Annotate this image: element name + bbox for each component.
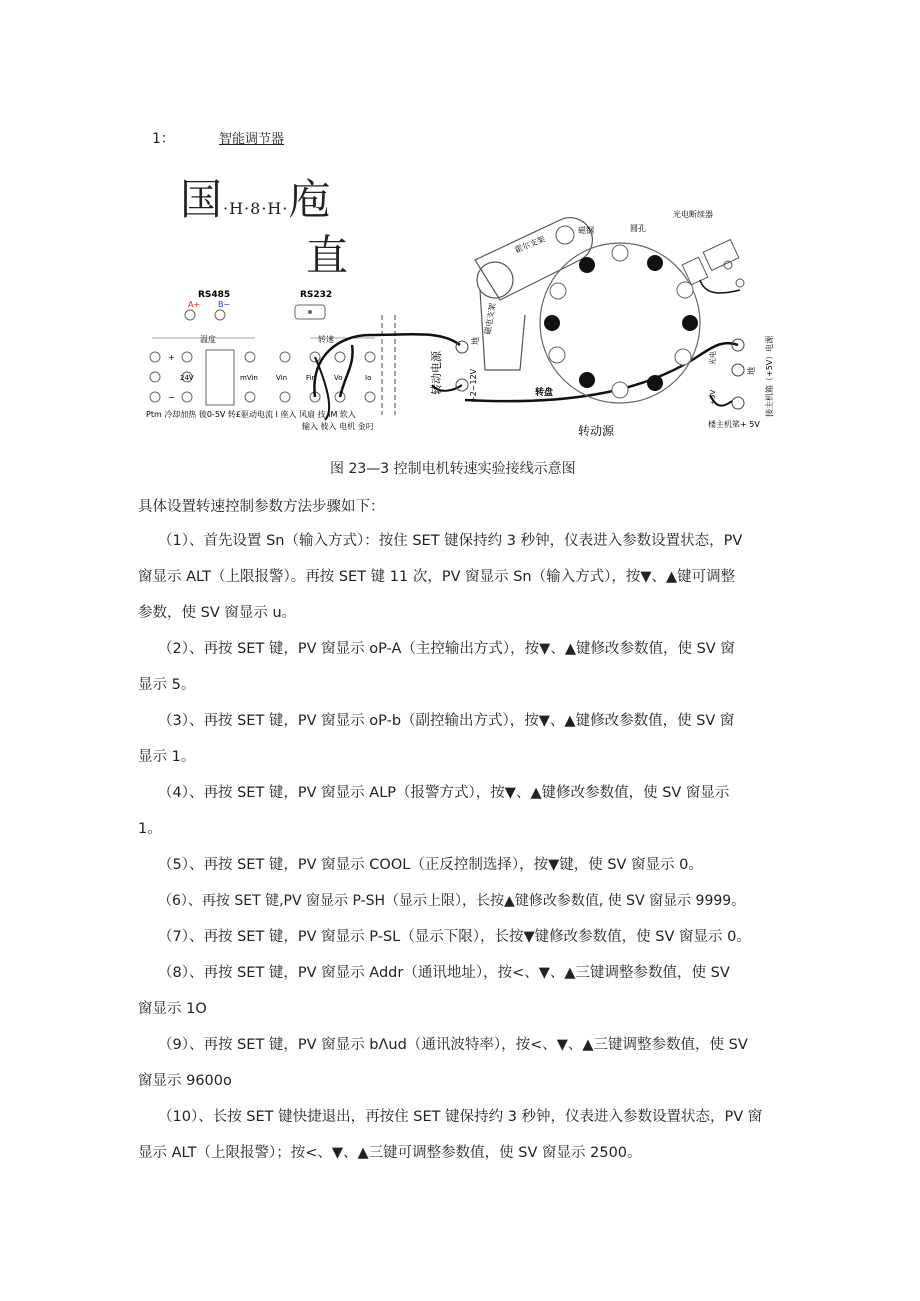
ground-label: 地 (471, 337, 480, 345)
photo-elec-label: 光电 (709, 351, 717, 365)
magnet-steel-label: 磁钢 (578, 226, 594, 235)
screw (724, 261, 732, 269)
wire (700, 280, 740, 293)
step-line: 显示 1。 (138, 749, 196, 765)
photo-interrupter (682, 257, 708, 285)
step-2 (138, 631, 788, 703)
hall-bracket-arm (475, 218, 592, 300)
magnet-bracket-label: 磁电支架 (483, 302, 498, 336)
step-1 (138, 523, 788, 631)
round-hole (550, 283, 566, 299)
rs485-label: RS485 (198, 290, 231, 300)
speed-label: 转速 (318, 335, 334, 344)
rs232-port-dot (308, 310, 312, 314)
round-hole-label: 圆孔 (630, 224, 646, 233)
terminal (182, 352, 192, 362)
step-line: 显示 ALT（上限报警）；按<、▼、▲三键可调整参数值，使 SV 窗显示 2500。 (138, 1145, 642, 1161)
step-line: （3）、再按 SET 键，PV 窗显示 oP-b（副控输出方式），按▼、▲键修改参数值，使 SV 窗 (158, 713, 735, 729)
intro-text: 具体设置转速控制参数方法步骤如下： (138, 499, 385, 515)
hall-bracket-label: 霍尔支架 (513, 234, 547, 255)
step-line: （7）、再按 SET 键，PV 窗显示 P-SL（显示下限），长按▼键修改参数值，使 SV 窗显示 0。 (158, 929, 751, 945)
turntable-holes (544, 245, 698, 398)
terminal (182, 392, 192, 402)
step-line: 1。 (138, 821, 162, 837)
wire (465, 343, 738, 401)
rs485-a-terminal (185, 310, 195, 320)
step-8 (138, 955, 788, 1027)
vo-label: Vo (334, 374, 343, 382)
minus-sign: − (168, 393, 175, 402)
terminal (245, 392, 255, 402)
io-label: Io (365, 374, 372, 382)
figure-caption: 图 23—3 控制电机转速实验接线示意图 (330, 461, 576, 477)
step-5 (138, 847, 788, 883)
bottom-right-label: 楼主机笫+ 5V (708, 420, 760, 429)
magnet-hole (647, 255, 663, 271)
display-char-left: 国 (180, 175, 224, 224)
step-line: （2）、再按 SET 键，PV 窗显示 oP-A（主控输出方式），按▼、▲键修改参数值，使 SV 窗 (158, 641, 735, 657)
right-terminal (732, 397, 744, 409)
terminal (150, 352, 160, 362)
step-line: 窗显示 1O (138, 1001, 207, 1017)
vin-label: Vin (276, 374, 288, 382)
step-6 (138, 883, 788, 919)
step-line: 参数，使 SV 窗显示 u。 (138, 605, 297, 621)
round-hole (612, 382, 628, 398)
ptm-socket (206, 350, 234, 405)
b-minus-label: B− (218, 300, 231, 309)
plus5v-label: +5V (709, 389, 717, 405)
step-line: （5）、再按 SET 键，PV 窗显示 COOL（正反控制选择），按▼键，使 SV 窗显示 0。 (158, 857, 703, 873)
power-terminal (456, 341, 468, 353)
round-hole (677, 282, 693, 298)
magnet-hole (579, 372, 595, 388)
fin-label: Fin (306, 374, 316, 382)
bottom-labels-row1: Ptm 冷却加热 彼0-5V 转£驱动电流 I 座入 风扇 技 IM 软入 (146, 410, 356, 419)
terminal (280, 392, 290, 402)
display-dots: ·H·8·H· (223, 199, 289, 218)
plus-sign: + (168, 353, 175, 362)
round-hole (612, 245, 628, 261)
display-digits-row2: 直 (306, 231, 349, 280)
terminal (365, 352, 375, 362)
ground-label-right: 地 (747, 367, 756, 375)
right-terminal (732, 364, 744, 376)
temp-label: 温度 (200, 335, 216, 344)
step-line: （10）、长按 SET 键快捷退出，再按住 SET 键保持约 3 秒钟，仪表进入参数设置状态，PV 窗 (158, 1109, 763, 1125)
a-plus-label: A+ (188, 300, 201, 309)
step-line: （4）、再按 SET 键，PV 窗显示 ALP（报警方式），按▼、▲键修改参数值，使 SV 窗显示 (158, 785, 730, 801)
turntable-label: 转盘 (535, 388, 554, 398)
v24-label: 24V (180, 374, 194, 382)
terminal (365, 392, 375, 402)
round-hole (549, 347, 565, 363)
photo-sensor-label: 光电断续器 (673, 210, 713, 219)
step-line: 窗显示 ALT（上限报警）。再按 SET 键 11 次，PV 窗显示 Sn（输入方式），按▼、▲键可调整 (138, 569, 736, 585)
step-9 (138, 1027, 788, 1099)
item-title: 智能调节器 (219, 132, 285, 147)
rs232-label: RS232 (300, 290, 333, 300)
item-number: 1： (152, 131, 175, 147)
step-line: （6）、再按 SET 键,PV 窗显示 P-SH（显示上限），长按▲键修改参数值, 使 SV 窗显示 9999。 (158, 893, 746, 909)
step-line: （9）、再按 SET 键，PV 窗显示 bΛud（通讯波特率），按<、▼、▲三键调整参数值，使 SV (158, 1037, 748, 1053)
power-range-label: +2~12V (469, 368, 478, 403)
terminal (150, 392, 160, 402)
step-4 (138, 775, 788, 847)
photo-interrupter-body (703, 240, 739, 271)
mvin-label: mVin (240, 374, 258, 382)
step-7 (138, 919, 788, 955)
terminal (335, 352, 345, 362)
power-source-label: 转动电源 (430, 351, 443, 395)
round-hole (675, 349, 691, 365)
magnet-hole (682, 315, 698, 331)
magnet-hole (544, 315, 560, 331)
step-line: 窗显示 9600o (138, 1073, 232, 1089)
right-label: 接主机箱（+5V）电源 (765, 335, 774, 417)
display-char-right: 庖 (288, 175, 332, 224)
terminal (245, 352, 255, 362)
step-line: （1）、首先设置 Sn（输入方式）：按住 SET 键保持约 3 秒钟，仪表进入参数设置状态，PV (158, 533, 743, 549)
magnet-hole (647, 375, 663, 391)
terminal (280, 352, 290, 362)
rotation-source-label: 转动源 (578, 424, 615, 438)
magnet-hole (579, 257, 595, 273)
step-line: 显示 5。 (138, 677, 196, 693)
bottom-labels-row2: 输入 彼入 电机 金叼 (302, 422, 374, 431)
step-10 (138, 1099, 788, 1171)
step-line: （8）、再按 SET 键，PV 窗显示 Addr（通讯地址），按<、▼、▲三键调整参数值，使 SV (158, 965, 730, 981)
wiring-diagram (140, 205, 780, 455)
hall-bracket-end (556, 226, 574, 244)
step-3 (138, 703, 788, 775)
screw (736, 279, 744, 287)
rs485-b-terminal (215, 310, 225, 320)
turntable-disc (540, 243, 700, 403)
terminal (150, 372, 160, 382)
